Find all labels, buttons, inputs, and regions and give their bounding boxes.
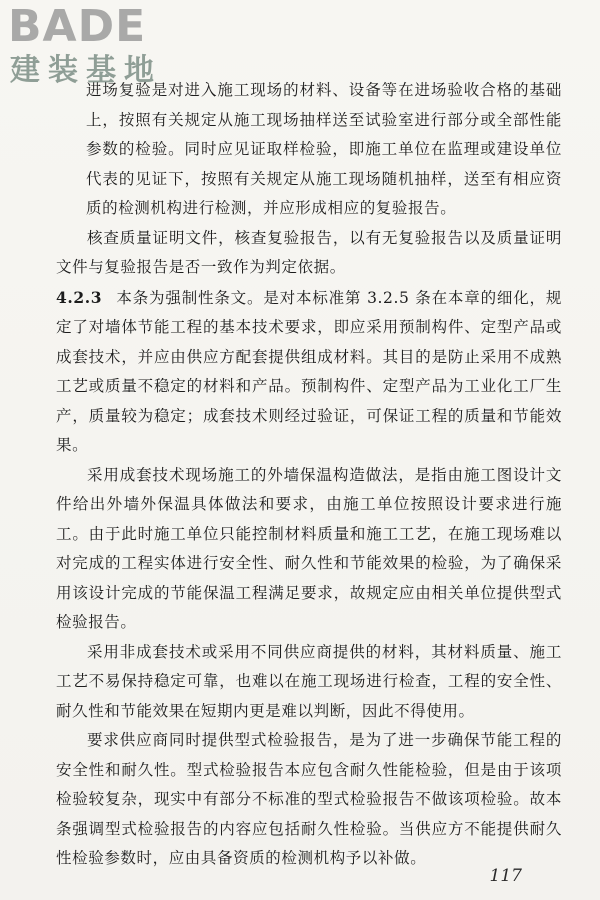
- paragraph: 核查质量证明文件，核查复验报告，以有无复验报告以及质量证明文件与复验报告是否一致作为判定依据。: [56, 228, 562, 276]
- page-number: 117: [489, 866, 522, 886]
- paragraph: 采用非成套技术或采用不同供应商提供的材料，其材料质量、施工工艺不易保持稳定可靠，也难以在施工现场进行检查，工程的安全性、耐久性和节能效果在短期内更是难以判断，因此不得使用。: [56, 642, 562, 720]
- logo-brand-text: BADE: [8, 1, 147, 52]
- paragraph-continuation: 进场复验是对进入施工现场的材料、设备等在进场验收合格的基础上，按照有关规定从施工现场抽样送至试验室进行部分或全部性能参数的检验。同时应见证取样检验，即施工单位在监理或建设单位代表的见证下，按照有关规定从施工现场随机抽样，送至有相应资质的检测机构进行检测，并应形成相应的复验报告。: [86, 81, 562, 217]
- clause-text: 本条为强制性条文。是对本标准第 3.2.5 条在本章的细化，规定了对墙体节能工程的基本技术要求，即应采用预制构件、定型产品或成套技术，并应由供应方配套提供组成材料。其目的是防止采用不成熟工艺或质量不稳定的材料和产品。预制构件、定型产品为工业化工厂生产，质量较为稳定；成套技术则经过验证，可保证工程的质量和节能效果。: [56, 288, 562, 454]
- clause-paragraph: [56, 283, 562, 461]
- body-text: [56, 76, 562, 874]
- watermark-logo: [8, 2, 178, 92]
- logo-subtitle-text: 建装基地: [10, 53, 162, 88]
- clause-number: 4.2.3: [56, 287, 103, 307]
- paragraph: 要求供应商同时提供型式检验报告，是为了进一步确保节能工程的安全性和耐久性。型式检验报告本应包含耐久性能检验，但是由于该项检验较复杂，现实中有部分不标准的型式检验报告不做该项检验。故本条强调型式检验报告的内容应包括耐久性检验。当供应方不能提供耐久性检验参数时，应由具备资质的检测机构予以补做。: [56, 731, 562, 867]
- paragraph: 采用成套技术现场施工的外墙保温构造做法，是指由施工图设计文件给出外墙外保温具体做法和要求，由施工单位按照设计要求进行施工。由于此时施工单位只能控制材料质量和施工工艺，在施工现场难以对完成的工程实体进行安全性、耐久性和节能效果的检验，为了确保采用该设计完成的节能保温工程满足要求，故规定应由相关单位提供型式检验报告。: [56, 465, 562, 631]
